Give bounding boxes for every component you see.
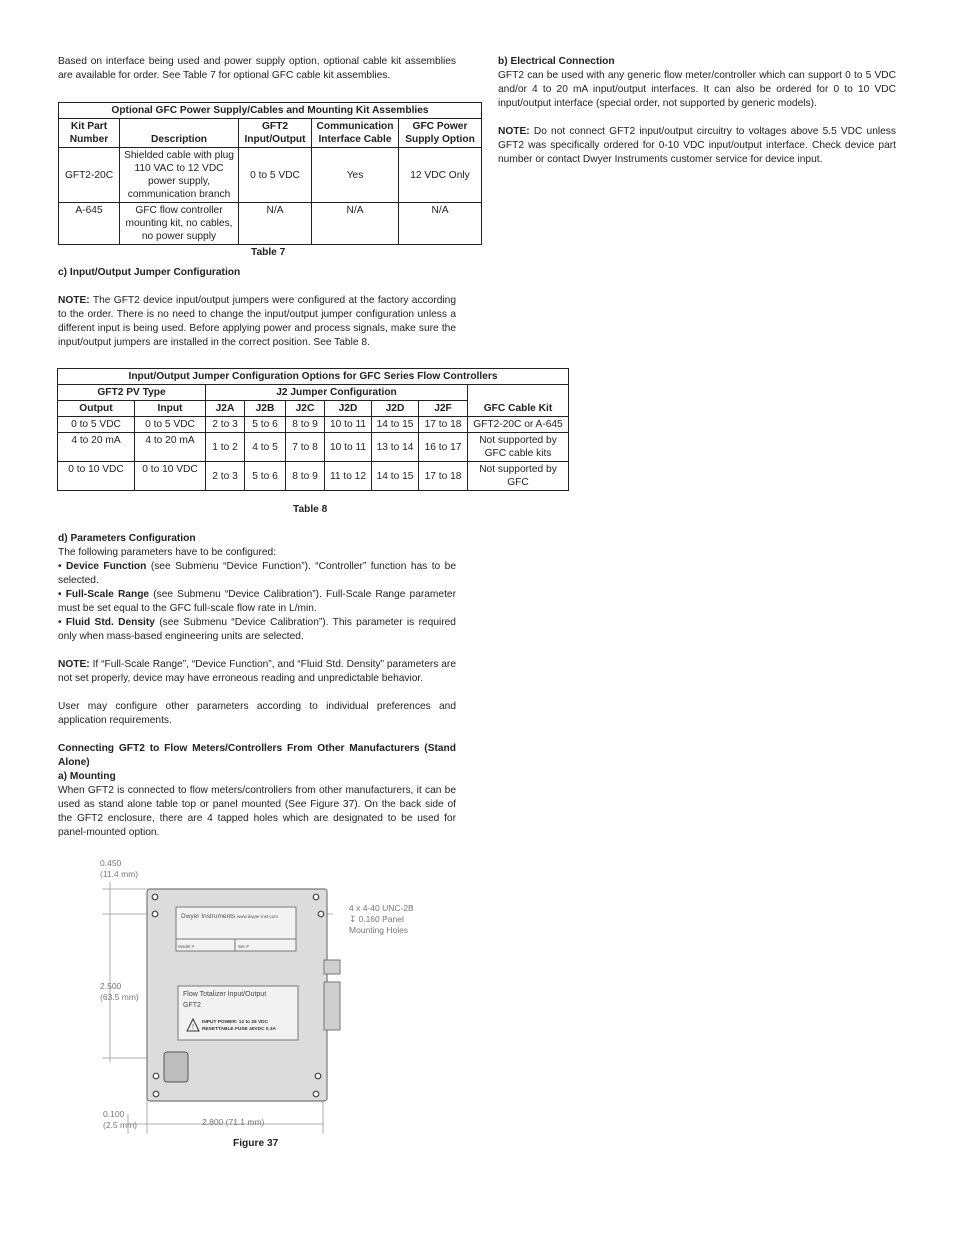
bullet: • bbox=[58, 589, 62, 600]
figure-37-caption: Figure 37 bbox=[233, 1138, 279, 1149]
holes-line: ↧ 0.160 Panel bbox=[349, 914, 404, 924]
table-cell: 2 to 3 bbox=[206, 417, 245, 433]
table-7-title: Optional GFC Power Supply/Cables and Mounting Kit Assemblies bbox=[59, 103, 482, 119]
warning-label bbox=[202, 1019, 276, 1033]
brand-url: www.dwyer-inst.com bbox=[237, 914, 279, 919]
table-cell: 4 to 20 mA bbox=[58, 433, 135, 462]
table-cell: Not supported by GFC bbox=[468, 462, 569, 491]
intro-paragraph: Based on interface being used and power supply option, optional cable kit assemblies are available for order. See Table 7 for optional GFC cable kit assemblies. bbox=[58, 56, 456, 81]
section-b bbox=[498, 55, 896, 167]
dim-width: 2.800 (71.1 mm) bbox=[202, 1117, 265, 1127]
section-b-text: GFT2 can be used with any generic flow meter/controller which can support 0 to 5 VDC and/or 4 to 20 mA input/output interfaces. It can also be ordered for 0 to 10 VDC input/output interface (special order, not supported by generic models). bbox=[498, 70, 896, 109]
note-text: The GFT2 device input/output jumpers were configured at the factory according to the order. There is no need to change the input/output jumper configuration unless a different input is being used. Before applying power and process signals, make sure the input/output jumpers are installed in the correct position. See Table 8. bbox=[58, 295, 456, 348]
table-cell: 10 to 11 bbox=[325, 433, 372, 462]
bullet: • bbox=[58, 617, 62, 628]
table-7-header: GFT2 Input/Output bbox=[239, 119, 312, 148]
table-cell: Yes bbox=[312, 148, 399, 203]
table-7-header: Description bbox=[120, 119, 239, 148]
param-item bbox=[58, 560, 456, 588]
param-text: (see Submenu “Device Calibration”). This parameter is required only when mass-based engineering units are selected. bbox=[58, 617, 456, 642]
section-d-intro: The following parameters have to be configured: bbox=[58, 547, 277, 558]
table-cell: 12 VDC Only bbox=[399, 148, 482, 203]
warning-line: INPUT POWER: 12 to 26 VDC bbox=[202, 1020, 269, 1025]
table-cell: 0 to 10 VDC bbox=[58, 462, 135, 491]
dim-top-mm: (11.4 mm) bbox=[100, 869, 139, 879]
connect-heading: Connecting GFT2 to Flow Meters/Controllers From Other Manufacturers (Stand Alone) bbox=[58, 743, 456, 768]
section-c-heading: c) Input/Output Jumper Configuration bbox=[58, 267, 241, 278]
table-cell: 11 to 12 bbox=[325, 462, 372, 491]
table-8-title: Input/Output Jumper Configuration Options for GFC Series Flow Controllers bbox=[58, 369, 569, 385]
table-cell: 14 to 15 bbox=[372, 417, 419, 433]
table-row bbox=[59, 148, 482, 203]
param-text: (see Submenu “Device Function”). “Controller” function has to be selected. bbox=[58, 561, 456, 586]
table-cell: 0 to 5 VDC bbox=[135, 417, 206, 433]
note-text: Do not connect GFT2 input/output circuitry to voltages above 5.5 VDC unless GFT2 was specifically ordered for 0-10 VDC input/output interface. Check device part number or contact Dwyer Instruments customer service for device input. bbox=[498, 126, 896, 165]
param-item bbox=[58, 588, 456, 616]
table-cell: 1 to 2 bbox=[206, 433, 245, 462]
table-8-header: J2D bbox=[372, 401, 419, 417]
param-term: Full-Scale Range bbox=[65, 589, 150, 600]
table-row bbox=[58, 417, 569, 433]
dim-top bbox=[100, 858, 138, 880]
table-row bbox=[59, 203, 482, 245]
table-cell: 0 to 5 VDC bbox=[58, 417, 135, 433]
table-8-group-pv: GFT2 PV Type bbox=[58, 385, 206, 401]
table-cell: 16 to 17 bbox=[419, 433, 468, 462]
section-d-note bbox=[58, 658, 456, 686]
table-cell: 7 to 8 bbox=[286, 433, 325, 462]
note-label: NOTE: bbox=[58, 295, 90, 306]
dim-bottom-mm: (2.5 mm) bbox=[103, 1120, 137, 1130]
table-cell: 0 to 5 VDC bbox=[239, 148, 312, 203]
holes-line: Mounting Holes bbox=[349, 925, 409, 935]
dim-top-value: 0.450 bbox=[100, 858, 122, 868]
table-cell: 8 to 9 bbox=[286, 462, 325, 491]
table-8 bbox=[57, 368, 569, 491]
dim-height-mm: (63.5 mm) bbox=[100, 992, 139, 1002]
section-d-heading: d) Parameters Configuration bbox=[58, 533, 196, 544]
table-cell: 13 to 14 bbox=[372, 433, 419, 462]
device-label bbox=[183, 989, 266, 1011]
note-text: If “Full-Scale Range”, “Device Function”, and “Fluid Std. Density” parameters are not set properly, device may have erroneous reading and unpredictable behavior. bbox=[58, 659, 456, 684]
brand-label bbox=[181, 910, 278, 924]
device-label-line: Flow Totalizer Input/Output bbox=[183, 991, 267, 998]
bullet: • bbox=[58, 561, 62, 572]
table-7-header: GFC Power Supply Option bbox=[399, 119, 482, 148]
table-8-header: Input bbox=[135, 401, 206, 417]
table-cell: GFT2-20C bbox=[59, 148, 120, 203]
param-term: Fluid Std. Density bbox=[65, 617, 155, 628]
table-cell: 0 to 10 VDC bbox=[135, 462, 206, 491]
param-item bbox=[58, 616, 456, 644]
dim-bottom-value: 0.100 bbox=[103, 1109, 125, 1119]
mounting-text: When GFT2 is connected to flow meters/controllers from other manufacturers, it can be used as stand alone table top or panel mounted (See Figure 37). On the back side of the GFT2 enclosure, there are 4 tapped holes which are designated to be used for panel-mounted option. bbox=[58, 785, 456, 838]
warning-line: RESETTABLE FUSE 40VDC 0.3A bbox=[202, 1027, 277, 1032]
table-8-header: J2B bbox=[245, 401, 286, 417]
param-term: Device Function bbox=[66, 561, 147, 572]
dim-bottom bbox=[103, 1109, 137, 1131]
device-label-line: GFT2 bbox=[183, 1002, 201, 1009]
table-7-header: Kit Part Number bbox=[59, 119, 120, 148]
dim-height bbox=[100, 981, 139, 1003]
table-row bbox=[58, 433, 569, 462]
table-cell: N/A bbox=[399, 203, 482, 245]
serial-label: Ser # bbox=[238, 944, 249, 949]
table-cell: 4 to 20 mA bbox=[135, 433, 206, 462]
table-cell: 2 to 3 bbox=[206, 462, 245, 491]
table-8-header: GFC Cable Kit bbox=[468, 401, 569, 417]
table-cell: 5 to 6 bbox=[245, 417, 286, 433]
table-cell: 10 to 11 bbox=[325, 417, 372, 433]
table-cell: A-645 bbox=[59, 203, 120, 245]
brand-name: Dwyer Instruments bbox=[181, 913, 236, 920]
table-cell: Shielded cable with plug 110 VAC to 12 VDC power supply, communication branch bbox=[120, 148, 239, 203]
holes-callout bbox=[349, 903, 414, 936]
table-8-header: J2C bbox=[286, 401, 325, 417]
table-cell: 8 to 9 bbox=[286, 417, 325, 433]
table-row bbox=[58, 462, 569, 491]
table-cell: 17 to 18 bbox=[419, 417, 468, 433]
table-cell: GFC flow controller mounting kit, no cables, no power supply bbox=[120, 203, 239, 245]
table-8-header: J2A bbox=[206, 401, 245, 417]
section-b-note bbox=[498, 125, 896, 167]
section-d-user-para: User may configure other parameters according to individual preferences and application requirements. bbox=[58, 701, 456, 726]
table-8-header: J2D bbox=[325, 401, 372, 417]
holes-line: 4 x 4-40 UNC-2B bbox=[349, 903, 414, 913]
table-cell: 17 to 18 bbox=[419, 462, 468, 491]
table-cell: N/A bbox=[312, 203, 399, 245]
figure-37-drawing bbox=[88, 852, 448, 1137]
table-8-group-j2: J2 Jumper Configuration bbox=[206, 385, 468, 401]
svg-text:!: ! bbox=[192, 1024, 194, 1031]
table-7 bbox=[58, 102, 482, 245]
table-cell: 14 to 15 bbox=[372, 462, 419, 491]
section-b-heading: b) Electrical Connection bbox=[498, 56, 615, 67]
table-cell: Not supported by GFC cable kits bbox=[468, 433, 569, 462]
table-8-header: J2F bbox=[419, 401, 468, 417]
table-7-header: Communication Interface Cable bbox=[312, 119, 399, 148]
model-label: Model # bbox=[178, 944, 195, 949]
dim-height-value: 2.500 bbox=[100, 981, 122, 991]
table-cell: N/A bbox=[239, 203, 312, 245]
section-c-note bbox=[58, 294, 456, 350]
mounting-subheading: a) Mounting bbox=[58, 771, 116, 782]
note-label: NOTE: bbox=[498, 126, 530, 137]
table-7-caption: Table 7 bbox=[251, 247, 286, 258]
section-d bbox=[58, 532, 456, 840]
note-label: NOTE: bbox=[58, 659, 90, 670]
param-text: (see Submenu “Device Calibration”). Full-Scale Range parameter must be set equal to the GFC full-scale flow rate in L/min. bbox=[58, 589, 456, 614]
table-cell: GFT2-20C or A-645 bbox=[468, 417, 569, 433]
table-cell: 5 to 6 bbox=[245, 462, 286, 491]
table-cell: 4 to 5 bbox=[245, 433, 286, 462]
table-8-header: Output bbox=[58, 401, 135, 417]
table-8-caption: Table 8 bbox=[293, 504, 328, 515]
